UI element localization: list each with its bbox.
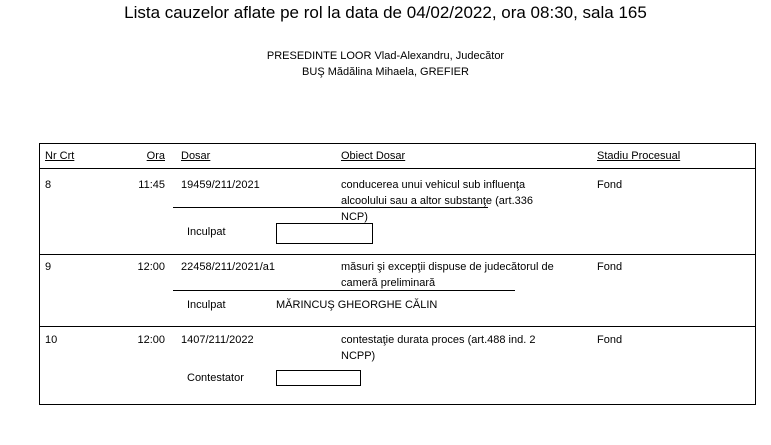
row-nr-crt: 10 xyxy=(45,334,58,346)
row-sub-divider xyxy=(173,207,488,208)
header-obiect-dosar: Obiect Dosar xyxy=(341,150,406,162)
header-nr-crt: Nr Crt xyxy=(45,150,75,162)
row-ora: 12:00 xyxy=(137,261,165,273)
header-divider xyxy=(40,168,755,169)
row-dosar: 22458/211/2021/a1 xyxy=(181,261,275,273)
row-obiect-dosar: contestaţie durata proces (art.488 ind. 2 NCPP) xyxy=(341,334,536,362)
row-ora: 12:00 xyxy=(137,334,165,346)
row-divider xyxy=(40,254,755,255)
header-ora: Ora xyxy=(146,150,165,162)
row-nr-crt: 8 xyxy=(45,179,52,191)
row-stadiu-procesual: Fond xyxy=(597,334,623,346)
header-dosar: Dosar xyxy=(181,150,211,162)
party-name: MĂRINCUŞ GHEORGHE CĂLIN xyxy=(276,299,438,311)
header-stadiu-procesual: Stadiu Procesual xyxy=(597,150,681,162)
clerk-line: BUŞ Mădălina Mihaela, GREFIER xyxy=(302,66,469,78)
row-dosar: 1407/211/2022 xyxy=(181,334,254,346)
party-role: Inculpat xyxy=(187,299,226,311)
page-title: Lista cauzelor aflate pe rol la data de 04/02/2022, ora 08:30, sala 165 xyxy=(124,3,647,22)
row-sub-divider xyxy=(173,290,515,291)
cases-table xyxy=(39,143,756,405)
judge-line: PRESEDINTE LOOR Vlad-Alexandru, Judecător xyxy=(266,50,505,62)
row-stadiu-procesual: Fond xyxy=(597,179,623,191)
row-divider xyxy=(40,326,755,327)
row-dosar: 19459/211/2021 xyxy=(181,179,260,191)
party-name-box xyxy=(276,370,361,386)
row-nr-crt: 9 xyxy=(45,261,52,273)
party-role: Contestator xyxy=(187,372,244,384)
row-stadiu-procesual: Fond xyxy=(597,261,623,273)
party-role: Inculpat xyxy=(187,226,226,238)
party-name-box xyxy=(276,223,373,244)
row-ora: 11:45 xyxy=(138,179,165,191)
row-obiect-dosar: măsuri şi excepţii dispuse de judecătorul de cameră preliminară xyxy=(341,261,554,289)
row-obiect-dosar: conducerea unui vehicul sub influenţa alcoolului sau a altor substanţe (art.336 NCP) xyxy=(341,179,534,223)
